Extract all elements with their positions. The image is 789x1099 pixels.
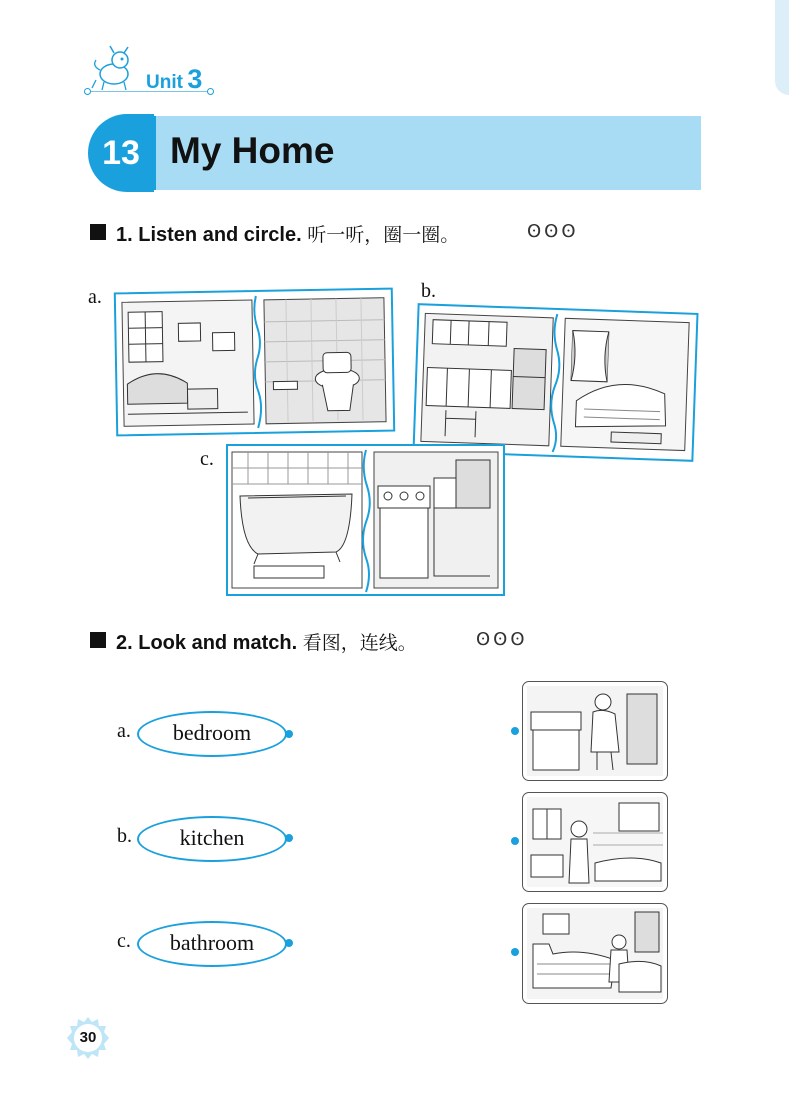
match-dot-word-c[interactable] bbox=[285, 939, 293, 947]
ear-icon: ʘʘʘ bbox=[527, 221, 579, 242]
unit-underline bbox=[86, 91, 212, 92]
match-letter-a: a. bbox=[117, 720, 131, 742]
picture-b-kitchen-bedroom[interactable] bbox=[412, 303, 698, 462]
match-word-bathroom[interactable]: bathroom bbox=[137, 921, 287, 967]
unit-underline-dot bbox=[207, 88, 214, 95]
ear-icon: ʘʘʘ bbox=[476, 629, 528, 650]
section2-title: 2. Look and match. 看图，连线。 bbox=[116, 632, 417, 654]
page-edge-tab bbox=[775, 0, 789, 95]
unit-label: Unit 3 bbox=[146, 64, 203, 94]
match-word-bedroom[interactable]: bedroom bbox=[137, 711, 287, 757]
match-dot-picture-2[interactable] bbox=[511, 837, 519, 845]
section-bullet bbox=[90, 224, 106, 240]
picture-label-b: b. bbox=[421, 280, 436, 302]
match-dot-picture-3[interactable] bbox=[511, 948, 519, 956]
picture-c-bathroom-kitchen[interactable] bbox=[226, 444, 505, 596]
match-picture-bedroom[interactable] bbox=[522, 903, 668, 1004]
picture-label-c: c. bbox=[200, 448, 214, 470]
match-letter-c: c. bbox=[117, 930, 131, 952]
match-dot-word-b[interactable] bbox=[285, 834, 293, 842]
unit-underline-dot bbox=[84, 88, 91, 95]
match-picture-kitchen[interactable] bbox=[522, 681, 668, 781]
page-title: My Home bbox=[170, 130, 335, 171]
section1-title: 1. Listen and circle. 听一听，圈一圈。 bbox=[116, 224, 460, 246]
mascot-icon bbox=[90, 44, 142, 92]
match-word-kitchen[interactable]: kitchen bbox=[137, 816, 287, 862]
match-dot-word-a[interactable] bbox=[285, 730, 293, 738]
page-number: 30 bbox=[79, 1029, 97, 1046]
match-dot-picture-1[interactable] bbox=[511, 727, 519, 735]
match-picture-bathroom[interactable] bbox=[522, 792, 668, 892]
section-bullet bbox=[90, 632, 106, 648]
lesson-number: 13 bbox=[102, 134, 140, 172]
picture-label-a: a. bbox=[88, 286, 102, 308]
match-letter-b: b. bbox=[117, 825, 132, 847]
picture-a-living-room-bathroom[interactable] bbox=[114, 288, 395, 437]
